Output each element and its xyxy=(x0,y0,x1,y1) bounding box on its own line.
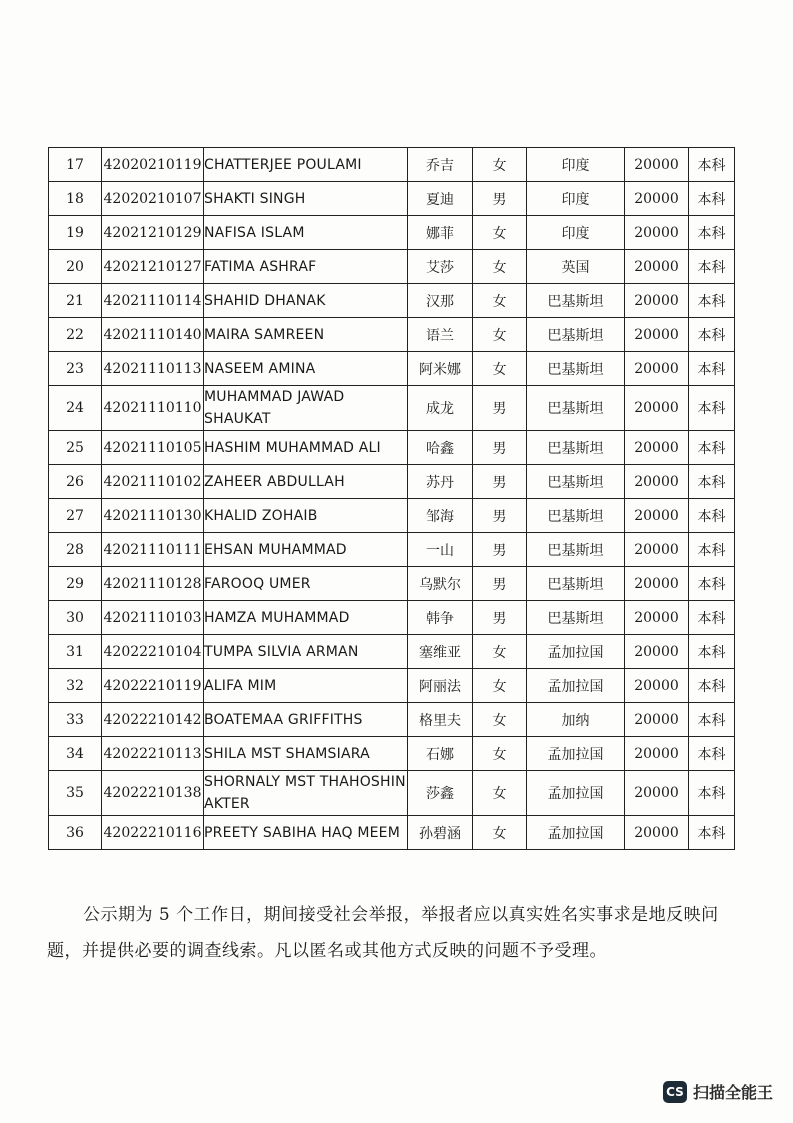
degree-level-cell: 本科 xyxy=(689,182,735,216)
row-number-cell: 26 xyxy=(49,465,102,499)
scanner-watermark xyxy=(663,1080,773,1103)
student-id-cell: 42022210119 xyxy=(102,669,204,703)
row-number-cell: 19 xyxy=(49,216,102,250)
scholarship-amount-cell: 20000 xyxy=(625,284,689,318)
row-number-cell: 20 xyxy=(49,250,102,284)
degree-level-cell: 本科 xyxy=(689,601,735,635)
chinese-name-cell: 乌默尔 xyxy=(408,567,473,601)
gender-cell: 女 xyxy=(473,148,527,182)
student-name-cell: NASEEM AMINA xyxy=(204,352,408,386)
table-row xyxy=(49,601,735,635)
country-cell: 巴基斯坦 xyxy=(527,318,625,352)
degree-level-cell: 本科 xyxy=(689,148,735,182)
chinese-name-cell: 娜菲 xyxy=(408,216,473,250)
gender-cell: 男 xyxy=(473,499,527,533)
row-number-cell: 21 xyxy=(49,284,102,318)
chinese-name-cell: 邹海 xyxy=(408,499,473,533)
scholarship-amount-cell: 20000 xyxy=(625,318,689,352)
student-id-cell: 42021110110 xyxy=(102,386,204,431)
student-id-cell: 42022210142 xyxy=(102,703,204,737)
scholarship-amount-cell: 20000 xyxy=(625,250,689,284)
degree-level-cell: 本科 xyxy=(689,771,735,816)
gender-cell: 女 xyxy=(473,635,527,669)
chinese-name-cell: 艾莎 xyxy=(408,250,473,284)
scholarship-amount-cell: 20000 xyxy=(625,669,689,703)
scholarship-amount-cell: 20000 xyxy=(625,352,689,386)
notice-paragraph: 公示期为 5 个工作日，期间接受社会举报，举报者应以真实姓名实事求是地反映问题，并提供必要的调查线索。凡以匿名或其他方式反映的问题不予受理。 xyxy=(47,905,719,961)
student-id-cell: 42021110102 xyxy=(102,465,204,499)
student-id-cell: 42021110103 xyxy=(102,601,204,635)
gender-cell: 女 xyxy=(473,352,527,386)
gender-cell: 男 xyxy=(473,465,527,499)
degree-level-cell: 本科 xyxy=(689,737,735,771)
scholarship-amount-cell: 20000 xyxy=(625,635,689,669)
student-name-cell: HAMZA MUHAMMAD xyxy=(204,601,408,635)
gender-cell: 男 xyxy=(473,533,527,567)
student-name-cell: FATIMA ASHRAF xyxy=(204,250,408,284)
table-row xyxy=(49,386,735,431)
degree-level-cell: 本科 xyxy=(689,669,735,703)
degree-level-cell: 本科 xyxy=(689,533,735,567)
student-id-cell: 42021110111 xyxy=(102,533,204,567)
chinese-name-cell: 格里夫 xyxy=(408,703,473,737)
gender-cell: 女 xyxy=(473,250,527,284)
row-number-cell: 24 xyxy=(49,386,102,431)
gender-cell: 女 xyxy=(473,771,527,816)
gender-cell: 女 xyxy=(473,816,527,850)
chinese-name-cell: 汉那 xyxy=(408,284,473,318)
degree-level-cell: 本科 xyxy=(689,216,735,250)
country-cell: 巴基斯坦 xyxy=(527,431,625,465)
table-row xyxy=(49,431,735,465)
chinese-name-cell: 阿米娜 xyxy=(408,352,473,386)
row-number-cell: 30 xyxy=(49,601,102,635)
student-name-cell: MAIRA SAMREEN xyxy=(204,318,408,352)
country-cell: 巴基斯坦 xyxy=(527,465,625,499)
table-row xyxy=(49,250,735,284)
gender-cell: 女 xyxy=(473,703,527,737)
student-name-cell: NAFISA ISLAM xyxy=(204,216,408,250)
country-cell: 巴基斯坦 xyxy=(527,567,625,601)
country-cell: 印度 xyxy=(527,182,625,216)
degree-level-cell: 本科 xyxy=(689,465,735,499)
scholarship-amount-cell: 20000 xyxy=(625,431,689,465)
gender-cell: 女 xyxy=(473,737,527,771)
chinese-name-cell: 成龙 xyxy=(408,386,473,431)
student-name-cell: CHATTERJEE POULAMI xyxy=(204,148,408,182)
table-row xyxy=(49,318,735,352)
scholarship-amount-cell: 20000 xyxy=(625,816,689,850)
row-number-cell: 31 xyxy=(49,635,102,669)
degree-level-cell: 本科 xyxy=(689,431,735,465)
degree-level-cell: 本科 xyxy=(689,352,735,386)
degree-level-cell: 本科 xyxy=(689,499,735,533)
student-name-cell: SHILA MST SHAMSIARA xyxy=(204,737,408,771)
watermark-label: 扫描全能王 xyxy=(692,1083,773,1102)
student-id-cell: 42022210116 xyxy=(102,816,204,850)
degree-level-cell: 本科 xyxy=(689,318,735,352)
gender-cell: 男 xyxy=(473,182,527,216)
table-row xyxy=(49,352,735,386)
country-cell: 巴基斯坦 xyxy=(527,533,625,567)
table-row xyxy=(49,635,735,669)
scholarship-amount-cell: 20000 xyxy=(625,567,689,601)
gender-cell: 女 xyxy=(473,216,527,250)
student-name-cell: BOATEMAA GRIFFITHS xyxy=(204,703,408,737)
chinese-name-cell: 阿丽法 xyxy=(408,669,473,703)
row-number-cell: 27 xyxy=(49,499,102,533)
row-number-cell: 17 xyxy=(49,148,102,182)
scholarship-amount-cell: 20000 xyxy=(625,216,689,250)
student-name-cell: TUMPA SILVIA ARMAN xyxy=(204,635,408,669)
row-number-cell: 23 xyxy=(49,352,102,386)
scholarship-amount-cell: 20000 xyxy=(625,465,689,499)
student-name-cell: ALIFA MIM xyxy=(204,669,408,703)
gender-cell: 男 xyxy=(473,567,527,601)
scholarship-amount-cell: 20000 xyxy=(625,601,689,635)
student-id-cell: 42021110113 xyxy=(102,352,204,386)
row-number-cell: 28 xyxy=(49,533,102,567)
country-cell: 印度 xyxy=(527,148,625,182)
student-name-cell: HASHIM MUHAMMAD ALI xyxy=(204,431,408,465)
table-row xyxy=(49,703,735,737)
table-row xyxy=(49,284,735,318)
student-name-cell: MUHAMMAD JAWAD SHAUKAT xyxy=(204,386,408,431)
degree-level-cell: 本科 xyxy=(689,635,735,669)
chinese-name-cell: 乔吉 xyxy=(408,148,473,182)
chinese-name-cell: 一山 xyxy=(408,533,473,567)
student-name-cell: SHAKTI SINGH xyxy=(204,182,408,216)
chinese-name-cell: 孙碧涵 xyxy=(408,816,473,850)
table-row xyxy=(49,771,735,816)
row-number-cell: 32 xyxy=(49,669,102,703)
table-row xyxy=(49,499,735,533)
row-number-cell: 34 xyxy=(49,737,102,771)
country-cell: 巴基斯坦 xyxy=(527,284,625,318)
degree-level-cell: 本科 xyxy=(689,703,735,737)
degree-level-cell: 本科 xyxy=(689,250,735,284)
chinese-name-cell: 苏丹 xyxy=(408,465,473,499)
degree-level-cell: 本科 xyxy=(689,284,735,318)
country-cell: 加纳 xyxy=(527,703,625,737)
student-id-cell: 42020210107 xyxy=(102,182,204,216)
row-number-cell: 18 xyxy=(49,182,102,216)
row-number-cell: 22 xyxy=(49,318,102,352)
country-cell: 巴基斯坦 xyxy=(527,352,625,386)
country-cell: 巴基斯坦 xyxy=(527,386,625,431)
gender-cell: 女 xyxy=(473,318,527,352)
table-row xyxy=(49,669,735,703)
row-number-cell: 33 xyxy=(49,703,102,737)
country-cell: 印度 xyxy=(527,216,625,250)
row-number-cell: 25 xyxy=(49,431,102,465)
student-name-cell: SHORNALY MST THAHOSHIN AKTER xyxy=(204,771,408,816)
gender-cell: 男 xyxy=(473,431,527,465)
student-id-cell: 42022210104 xyxy=(102,635,204,669)
country-cell: 巴基斯坦 xyxy=(527,601,625,635)
roster-body xyxy=(49,148,735,850)
chinese-name-cell: 语兰 xyxy=(408,318,473,352)
camscanner-logo-icon: CS xyxy=(663,1081,687,1103)
scholarship-amount-cell: 20000 xyxy=(625,737,689,771)
student-name-cell: FAROOQ UMER xyxy=(204,567,408,601)
country-cell: 孟加拉国 xyxy=(527,669,625,703)
student-id-cell: 42021110130 xyxy=(102,499,204,533)
student-id-cell: 42021110105 xyxy=(102,431,204,465)
gender-cell: 男 xyxy=(473,386,527,431)
student-name-cell: PREETY SABIHA HAQ MEEM xyxy=(204,816,408,850)
scholarship-amount-cell: 20000 xyxy=(625,533,689,567)
scholarship-amount-cell: 20000 xyxy=(625,182,689,216)
table-row xyxy=(49,567,735,601)
scholarship-amount-cell: 20000 xyxy=(625,148,689,182)
student-id-cell: 42022210138 xyxy=(102,771,204,816)
table-row xyxy=(49,148,735,182)
chinese-name-cell: 塞维亚 xyxy=(408,635,473,669)
table-row xyxy=(49,182,735,216)
chinese-name-cell: 石娜 xyxy=(408,737,473,771)
scholarship-amount-cell: 20000 xyxy=(625,499,689,533)
student-id-cell: 42021110140 xyxy=(102,318,204,352)
student-id-cell: 42021210129 xyxy=(102,216,204,250)
country-cell: 孟加拉国 xyxy=(527,635,625,669)
degree-level-cell: 本科 xyxy=(689,816,735,850)
scholarship-amount-cell: 20000 xyxy=(625,771,689,816)
degree-level-cell: 本科 xyxy=(689,386,735,431)
chinese-name-cell: 韩争 xyxy=(408,601,473,635)
chinese-name-cell: 莎鑫 xyxy=(408,771,473,816)
gender-cell: 女 xyxy=(473,669,527,703)
country-cell: 孟加拉国 xyxy=(527,816,625,850)
student-name-cell: ZAHEER ABDULLAH xyxy=(204,465,408,499)
scholarship-amount-cell: 20000 xyxy=(625,386,689,431)
table-row xyxy=(49,465,735,499)
student-name-cell: KHALID ZOHAIB xyxy=(204,499,408,533)
student-id-cell: 42021110128 xyxy=(102,567,204,601)
student-roster-table xyxy=(48,147,735,850)
degree-level-cell: 本科 xyxy=(689,567,735,601)
country-cell: 巴基斯坦 xyxy=(527,499,625,533)
student-name-cell: SHAHID DHANAK xyxy=(204,284,408,318)
student-id-cell: 42021210127 xyxy=(102,250,204,284)
chinese-name-cell: 夏迪 xyxy=(408,182,473,216)
row-number-cell: 35 xyxy=(49,771,102,816)
scholarship-amount-cell: 20000 xyxy=(625,703,689,737)
student-id-cell: 42021110114 xyxy=(102,284,204,318)
country-cell: 孟加拉国 xyxy=(527,771,625,816)
chinese-name-cell: 哈鑫 xyxy=(408,431,473,465)
table-row xyxy=(49,737,735,771)
country-cell: 英国 xyxy=(527,250,625,284)
gender-cell: 男 xyxy=(473,601,527,635)
gender-cell: 女 xyxy=(473,284,527,318)
row-number-cell: 36 xyxy=(49,816,102,850)
table-row xyxy=(49,216,735,250)
student-id-cell: 42020210119 xyxy=(102,148,204,182)
country-cell: 孟加拉国 xyxy=(527,737,625,771)
student-name-cell: EHSAN MUHAMMAD xyxy=(204,533,408,567)
student-id-cell: 42022210113 xyxy=(102,737,204,771)
table-row xyxy=(49,533,735,567)
row-number-cell: 29 xyxy=(49,567,102,601)
table-row xyxy=(49,816,735,850)
